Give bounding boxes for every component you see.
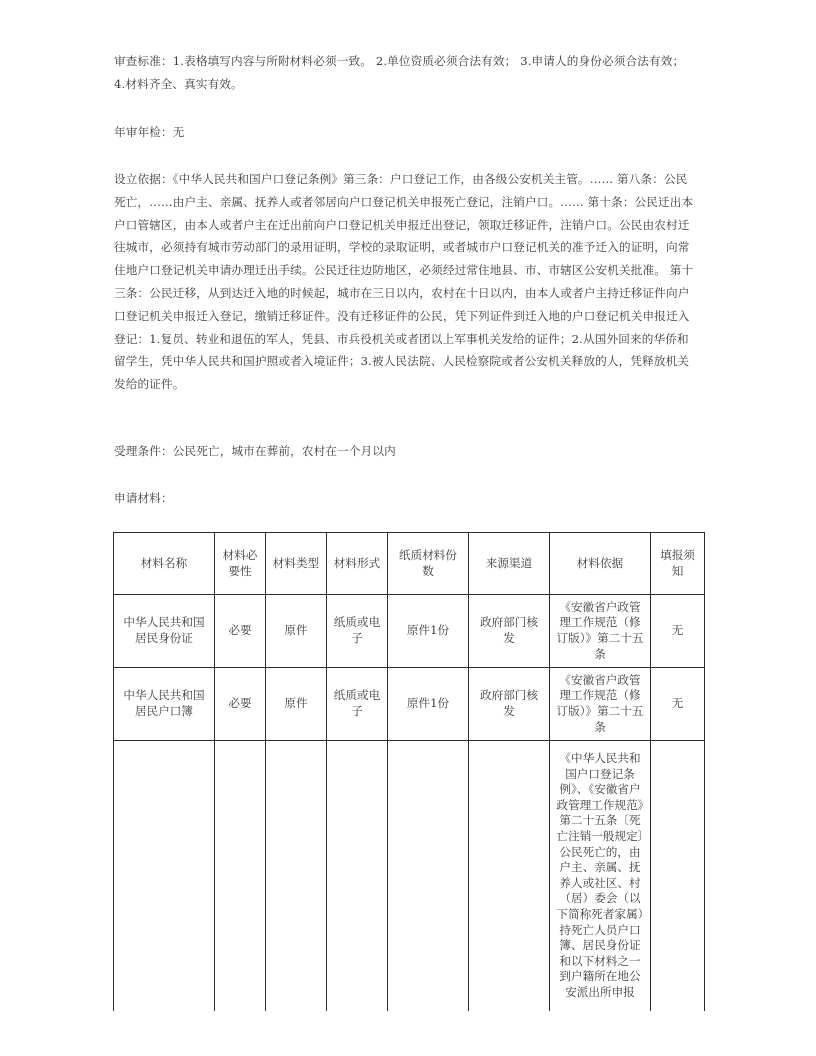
cell-basis: 《中华人民共和国户口登记条例》、《安徽省户政管理工作规范》第二十五条〔死亡注销一般规定〕公民死亡的，由户主、亲属、抚养人或社区、村（居）委会（以下简称死者家属）持死亡人员户口簿、居民身份证和以下材料之一到户籍所在地公安派出所申报 <box>550 741 651 1011</box>
header-source: 来源渠道 <box>469 533 550 595</box>
cell-type <box>266 741 327 1011</box>
cell-notice: 无 <box>651 668 705 741</box>
header-material-name: 材料名称 <box>114 533 215 595</box>
cell-source <box>469 741 550 1011</box>
review-standard-text: 审查标准：1.表格填写内容与所附材料必须一致。 2.单位资质必须合法有效； 3.申请人的身份必须合法有效； 4.材料齐全、真实有效。 <box>114 54 685 91</box>
cell-paper-copies: 原件1份 <box>388 595 469 668</box>
cell-source: 政府部门核发 <box>469 668 550 741</box>
cell-necessity: 必要 <box>215 668 266 741</box>
cell-source: 政府部门核发 <box>469 595 550 668</box>
header-necessity: 材料必要性 <box>215 533 266 595</box>
table-header-row <box>114 533 705 595</box>
cell-type: 原件 <box>266 595 327 668</box>
header-notice: 填报须知 <box>651 533 705 595</box>
legal-basis-text: 设立依据：《中华人民共和国户口登记条例》第三条：户口登记工作，由各级公安机关主管。…… 第八条：公民死亡，……由户主、亲属、抚养人或者邻居向户口登记机关申报死亡登记，注销户口。…… 第十条：公民迁出本户口管辖区，由本人或者户主在迁出前向户口登记机关申报迁出登记，领取迁移证件，注销户口。公民由农村迁往城市，必须持有城市劳动部门的录用证明，学校的录取证明，或者城市户口登记机关的准予迁入的证明，向常住地户口登记机关申请办理迁出手续。公民迁往边防地区，必须经过常住地县、市、市辖区公安机关批准。 第十三条：公民迁移，从到达迁入地的时候起，城市在三日以内，农村在十日以内，由本人或者户主持迁移证件向户口登记机关申报迁入登记，缴销迁移证件。没有迁移证件的公民，凭下列证件到迁入地的户口登记机关申报迁入登记：1.复员、转业和退伍的军人，凭县、市兵役机关或者团以上军事机关发给的证件；2.从国外回来的华侨和留学生，凭中华人民共和国护照或者入境证件；3.被人民法院、人民检察院或者公安机关释放的人，凭释放机关发给的证件。 <box>114 172 694 392</box>
cell-notice: 无 <box>651 595 705 668</box>
table-row <box>114 741 705 1011</box>
header-type: 材料类型 <box>266 533 327 595</box>
application-materials-label: 申请材料： <box>114 491 173 505</box>
header-paper-copies: 纸质材料份数 <box>388 533 469 595</box>
header-form: 材料形式 <box>327 533 388 595</box>
header-basis: 材料依据 <box>550 533 651 595</box>
cell-basis: 《安徽省户政管理工作规范（修订版）》第二十五条 <box>550 668 651 741</box>
cell-type: 原件 <box>266 668 327 741</box>
cell-material-name: 中华人民共和国居民户口簿 <box>114 668 215 741</box>
cell-material-name: 中华人民共和国居民身份证 <box>114 595 215 668</box>
materials-table <box>113 532 705 1011</box>
cell-notice <box>651 741 705 1011</box>
cell-paper-copies: 原件1份 <box>388 668 469 741</box>
table-row <box>114 595 705 668</box>
cell-form: 纸质或电子 <box>327 668 388 741</box>
cell-basis: 《安徽省户政管理工作规范（修订版）》第二十五条 <box>550 595 651 668</box>
cell-necessity: 必要 <box>215 595 266 668</box>
cell-necessity <box>215 741 266 1011</box>
cell-material-name <box>114 741 215 1011</box>
table-row <box>114 668 705 741</box>
cell-form <box>327 741 388 1011</box>
acceptance-conditions-text: 受理条件：公民死亡，城市在葬前，农村在一个月以内 <box>114 444 396 458</box>
cell-paper-copies <box>388 741 469 1011</box>
annual-inspection-text: 年审年检：无 <box>114 125 185 139</box>
cell-form: 纸质或电子 <box>327 595 388 668</box>
